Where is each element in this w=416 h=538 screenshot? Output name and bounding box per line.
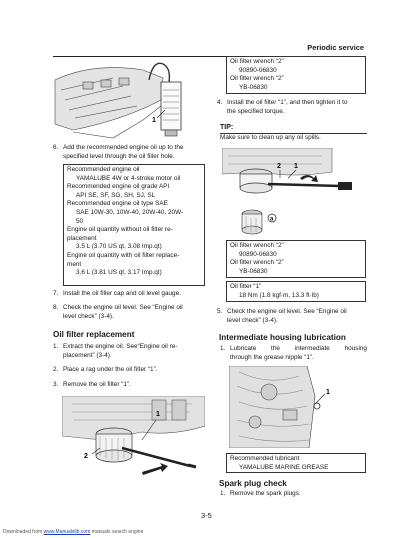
- oil-filter-wrench-box-top: [226, 56, 366, 94]
- spec-label: ment: [67, 260, 82, 268]
- spec-value: YAMALUBE 4W or 4-stroke motor oil: [76, 174, 181, 182]
- footer-suffix: manuals search engine: [90, 529, 144, 535]
- step-text-line: Install the oil filter “1”, and then tighten it to: [227, 99, 348, 106]
- step-number: 3.: [53, 381, 59, 388]
- engine-oil-spec-box: [63, 164, 205, 286]
- oil-filter-wrench-box-bottom: [226, 240, 366, 278]
- download-footer: [3, 529, 143, 535]
- step-text-line: level check” (3-4).: [63, 312, 114, 320]
- step-6: [53, 144, 205, 162]
- step-number: 5.: [217, 308, 223, 315]
- oil-filter-torque-box: [226, 281, 366, 302]
- step-number: 4.: [217, 99, 223, 106]
- figure-callout: 1: [326, 389, 330, 396]
- spec-value: SAE 10W-30, 10W-40, 20W-40, 20W-: [76, 208, 184, 216]
- footer-prefix: Downloaded from: [3, 529, 44, 535]
- step-text-line: Place a rag under the oil filter “1”.: [63, 366, 158, 373]
- tool-label: Oil filter wrench “2”: [230, 259, 284, 267]
- spec-value: API SE, SF, SG, SH, SJ, SL: [76, 191, 156, 199]
- filter-step-2: [53, 366, 205, 375]
- torque-label: Oil filter “1”: [230, 283, 262, 290]
- tool-number: 90890-06830: [239, 250, 277, 258]
- step-text-line: Extract the engine oil. See“Engine oil re-: [63, 343, 178, 350]
- lubrication-step-1: [220, 345, 367, 363]
- tip-heading: TIP:: [220, 124, 234, 131]
- figure-callout: 2: [277, 163, 281, 170]
- step-number: 8.: [53, 304, 59, 311]
- step-text-line: Remove the oil filter “1”.: [63, 381, 131, 388]
- filter-step-3: [53, 381, 205, 390]
- tool-number: YB-06830: [239, 83, 268, 91]
- section-title-oil-filter: Oil filter replacement: [53, 330, 135, 339]
- section-title-spark-plug: Spark plug check: [219, 479, 287, 488]
- tip-text: Make sure to clean up any oil spills.: [220, 134, 321, 141]
- lubricant-label: Recommended lubricant: [230, 455, 300, 462]
- spec-label: placement: [67, 234, 97, 242]
- spec-label: Recommended engine oil: [67, 166, 140, 173]
- spec-label: Recommended engine oil grade API: [67, 183, 170, 191]
- tool-number: YB-06830: [239, 267, 268, 275]
- page-number: 3-5: [201, 511, 212, 520]
- section-title-intermediate-housing: Intermediate housing lubrication: [219, 333, 346, 342]
- step-7: [53, 290, 205, 299]
- running-header: Periodic service: [307, 43, 364, 52]
- figure-oil-filter-removal: [62, 396, 205, 478]
- torque-value: 18 Nm (1.8 kgf·m, 13.3 ft·lb): [239, 291, 319, 299]
- tool-label: Oil filter wrench “2”: [230, 75, 284, 83]
- spec-label: Recommended engine oil type SAE: [67, 200, 168, 208]
- spark-step-1: [220, 490, 367, 499]
- step-text-line: Install the oil filler cap and oil level gauge.: [63, 290, 181, 297]
- step-number: 6.: [53, 144, 59, 151]
- step-text-line: level check” (3-4).: [227, 316, 278, 324]
- step-text-line: through the grease nipple “1”.: [230, 353, 314, 361]
- spec-value: 50: [76, 217, 84, 225]
- step-8: [53, 304, 205, 322]
- lubricant-value: YAMALUBE MARINE GREASE: [239, 463, 329, 471]
- step-text-line: Remove the spark plugs.: [230, 490, 301, 497]
- recommended-lubricant-box: [226, 453, 366, 473]
- step-text-line: placement” (3-4).: [63, 351, 112, 359]
- figure-grease-nipple: [229, 366, 355, 448]
- step-text-line: Add the recommended engine oil up to the: [63, 144, 184, 151]
- spec-label: Engine oil quantity with oil filter replace-: [67, 251, 180, 259]
- tool-label: Oil filter wrench “2”: [230, 242, 284, 249]
- figure-callout: 1: [152, 117, 156, 124]
- figure-callout: a: [270, 216, 274, 223]
- step-number: 2.: [53, 366, 59, 373]
- step-4: [217, 99, 367, 117]
- figure-callout: 1: [156, 411, 160, 418]
- step-text-line: the specified torque.: [227, 107, 285, 115]
- footer-link[interactable]: www.Manualslib.com: [43, 529, 91, 535]
- step-number: 1.: [53, 343, 59, 350]
- tool-number: 90890-06830: [239, 66, 277, 74]
- spec-value: 3.5 L (3.70 US qt, 3.08 Imp.qt): [76, 243, 162, 251]
- spec-label: Engine oil quantity without oil filter re-: [67, 226, 173, 234]
- step-number: 1.: [220, 345, 226, 352]
- step-text-line: Check the engine oil level. See “Engine oil: [227, 308, 347, 315]
- filter-step-1: [53, 343, 205, 361]
- figure-callout: 1: [294, 163, 298, 170]
- step-number: 7.: [53, 290, 59, 297]
- step-5: [217, 308, 367, 326]
- spec-value: 3.6 L (3.81 US qt, 3.17 Imp.qt): [76, 269, 162, 277]
- figure-callout: 2: [84, 453, 88, 460]
- step-number: 1.: [220, 490, 226, 497]
- step-text-line: Check the engine oil level. See “Engine oil: [63, 304, 183, 311]
- figure-oil-filter-install: [222, 148, 362, 238]
- figure-oil-filling: [53, 60, 208, 140]
- tool-label: Oil filter wrench “2”: [230, 58, 284, 65]
- step-text-line: Lubricate the intermediate housing: [230, 345, 367, 352]
- step-text-line: specified level through the oil filler hole.: [63, 152, 175, 160]
